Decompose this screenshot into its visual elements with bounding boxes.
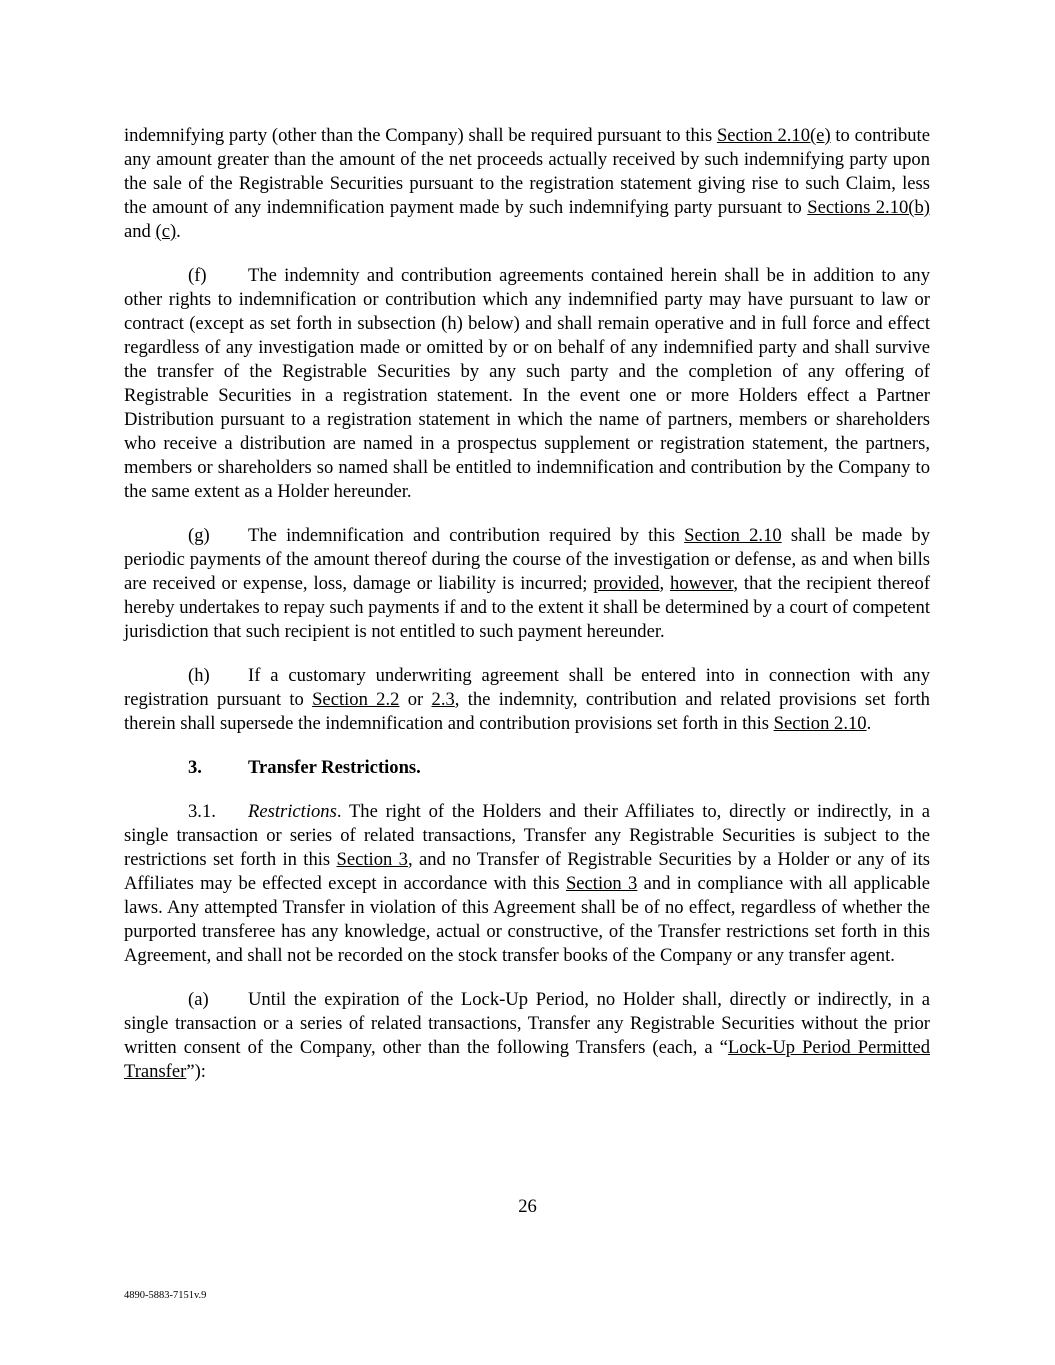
- section-reference: (c): [155, 221, 177, 242]
- document-body: [124, 124, 930, 1104]
- page-number: 26: [518, 1196, 537, 1217]
- text: and in compliance with all applicable laws. Any attempted Transfer in violation of this Agreement shall be of no effect, regardless of whether the purported transferee has any knowledge, actual or constructive, of the Transfer restrictions set forth in this Agreement, and shall not be recorded on the stock transfer books of the Company or any transfer agent.: [124, 873, 931, 966]
- subsection-title: Restrictions: [248, 801, 337, 822]
- text: or: [399, 689, 432, 710]
- text: , that the recipient thereof hereby undertakes to repay such payments if and to the extent it shall be determined by a court of competent jurisdiction that such recipient is not entitled to such payment hereunder.: [124, 573, 931, 642]
- text: .: [866, 713, 872, 734]
- defined-term: Lock-Up Period Permitted Transfer: [124, 1037, 930, 1082]
- section-reference: Section 2.10(e): [716, 125, 831, 146]
- paragraph-label: (h): [188, 665, 210, 686]
- paragraph-label: (g): [188, 525, 210, 546]
- document-id: 4890-5883-7151v.9: [124, 1290, 207, 1301]
- paragraph-h: [124, 664, 930, 736]
- section-reference: Section 2.10: [773, 713, 867, 734]
- section-number: 3.: [188, 757, 202, 778]
- paragraph-3-1: [124, 800, 930, 968]
- paragraph-label: (a): [188, 989, 209, 1010]
- text: to contribute any amount greater than the amount of the net proceeds actually received by such indemnifying party upon the sale of the Registrable Securities pursuant to the registration statement giving rise to such Claim, less the amount of any indemnification payment made by such indemnifying party pursuant to: [124, 125, 930, 218]
- text: , the indemnity, contribution and related provisions set forth therein shall supersede the indemnification and contribution provisions set forth in this: [124, 689, 930, 734]
- paragraph-g: [124, 524, 930, 644]
- text: ,: [659, 573, 671, 594]
- paragraph-a: [124, 988, 930, 1084]
- paragraph-label: (f): [188, 265, 207, 286]
- section-3-heading: [124, 756, 930, 780]
- paragraph-label: 3.1.: [188, 801, 216, 822]
- section-reference: 2.3: [431, 689, 455, 710]
- text: If a customary underwriting agreement shall be entered into in connection with any registration pursuant to: [124, 665, 930, 710]
- text: The indemnity and contribution agreements contained herein shall be in addition to any other rights to indemnification or contribution which any indemnified party may have pursuant to law or contract (except as set forth in subsection (h) below) and shall remain operative and in full force and effect regardless of any investigation made or omitted by or on behalf of any indemnified party and shall survive the transfer of the Registrable Securities by any such party and the completion of any offering of Registrable Securities in a registration statement. In the event one or more Holders effect a Partner Distribution pursuant to a registration statement in which the name of partners, members or shareholders who receive a distribution are named in a prospectus supplement or registration statement, the partners, members or shareholders so named shall be entitled to indemnification and contribution by the Company to the same extent as a Holder hereunder.: [124, 265, 930, 502]
- text: .: [176, 221, 181, 242]
- paragraph-e-continuation: [124, 124, 930, 244]
- text: and: [124, 221, 156, 242]
- defined-term: provided: [593, 573, 660, 594]
- text: . The right of the Holders and their Affiliates to, directly or indirectly, in a single transaction or series of related transactions, Transfer any Registrable Securities is subject to the restrictions set forth in this: [124, 801, 930, 870]
- section-reference: Section 3: [336, 849, 408, 870]
- text: The indemnification and contribution required by this: [248, 525, 685, 546]
- section-reference: Section 3: [565, 873, 638, 894]
- text: Until the expiration of the Lock-Up Period, no Holder shall, directly or indirectly, in a single transaction or a series of related transactions, Transfer any Registrable Securities without the prior written consent of the Company, other than the following Transfers (each, a “: [124, 989, 930, 1058]
- section-reference: Section 2.2: [312, 689, 400, 710]
- section-reference: Sections 2.10(b): [807, 197, 930, 218]
- paragraph-f: [124, 264, 930, 504]
- section-title: Transfer Restrictions.: [248, 757, 421, 778]
- defined-term: however: [670, 573, 734, 594]
- section-reference: Section 2.10: [684, 525, 782, 546]
- text: ”):: [186, 1061, 206, 1082]
- text: indemnifying party (other than the Company) shall be required pursuant to this: [124, 125, 717, 146]
- text: , and no Transfer of Registrable Securities by a Holder or any of its Affiliates may be effected except in accordance with this: [124, 849, 930, 894]
- text: shall be made by periodic payments of the amount thereof during the course of the investigation or defense, as and when bills are received or expense, loss, damage or liability is incurred;: [124, 525, 930, 594]
